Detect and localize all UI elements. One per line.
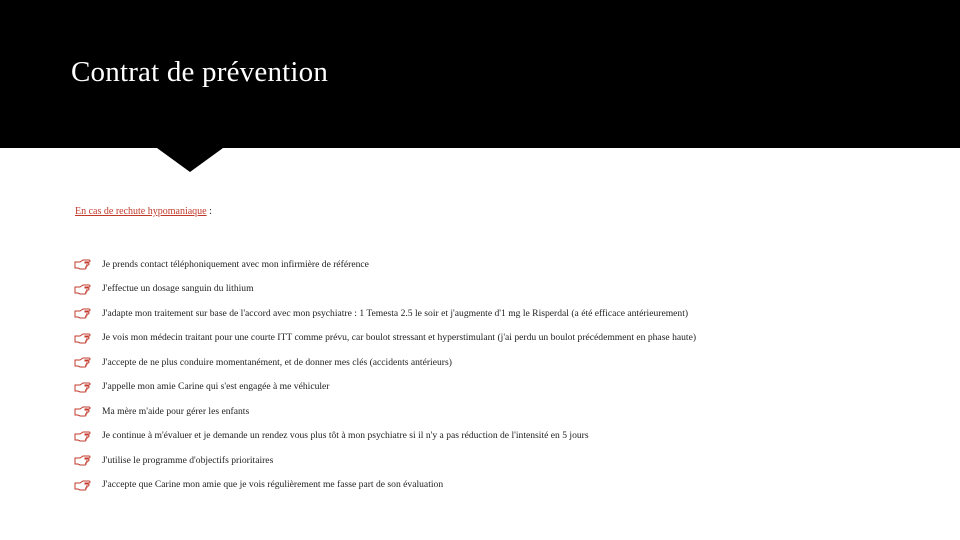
bullet-text: J'utilise le programme d'objectifs prioritaires: [102, 454, 274, 466]
hand-pointing-right-icon: [74, 356, 92, 368]
hand-pointing-right-icon: [74, 258, 92, 270]
hand-pointing-right-icon: [74, 332, 92, 344]
hand-pointing-right-icon: [74, 381, 92, 393]
list-item: [74, 277, 696, 302]
list-item: [74, 326, 696, 351]
hand-pointing-right-icon: [74, 405, 92, 417]
bullet-text: J'adapte mon traitement sur base de l'accord avec mon psychiatre : 1 Temesta 2.5 le soir et j'augmente d'1 mg le Risperdal (a été efficace antérieurement): [102, 307, 689, 319]
list-item: [74, 252, 696, 277]
list-item: [74, 350, 696, 375]
hand-pointing-right-icon: [74, 430, 92, 442]
list-item: [74, 399, 696, 424]
bullet-text: Je vois mon médecin traitant pour une courte ITT comme prévu, car boulot stressant et hyperstimulant (j'ai perdu un boulot précédemment en phase haute): [102, 332, 697, 344]
list-item: [74, 424, 696, 449]
hand-pointing-right-icon: [74, 479, 92, 491]
bullet-text: Je continue à m'évaluer et je demande un rendez vous plus tôt à mon psychiatre si il n'y a pas réduction de l'intensité en 5 jours: [102, 430, 589, 442]
bullet-text: Je prends contact téléphoniquement avec mon infirmière de référence: [102, 258, 369, 270]
bullet-list: [74, 252, 696, 497]
bullet-text: J'effectue un dosage sanguin du lithium: [102, 283, 254, 295]
hand-pointing-right-icon: [74, 307, 92, 319]
bullet-text: J'accepte de ne plus conduire momentanément, et de donner mes clés (accidents antérieurs): [102, 356, 452, 368]
bullet-text: Ma mère m'aide pour gérer les enfants: [102, 405, 250, 417]
bullet-text: J'appelle mon amie Carine qui s'est engagée à me véhiculer: [102, 381, 330, 393]
list-item: [74, 375, 696, 400]
hand-pointing-right-icon: [74, 283, 92, 295]
slide-title: Contrat de prévention: [71, 56, 329, 88]
hand-pointing-right-icon: [74, 454, 92, 466]
subheading-link[interactable]: En cas de rechute hypomaniaque: [75, 206, 207, 217]
list-item: [74, 473, 696, 498]
bullet-text: J'accepte que Carine mon amie que je vois régulièrement me fasse part de son évaluation: [102, 479, 444, 491]
subheading-suffix: :: [206, 206, 212, 217]
subheading: [75, 206, 212, 217]
title-banner-notch: [157, 148, 223, 172]
list-item: [74, 301, 696, 326]
list-item: [74, 448, 696, 473]
